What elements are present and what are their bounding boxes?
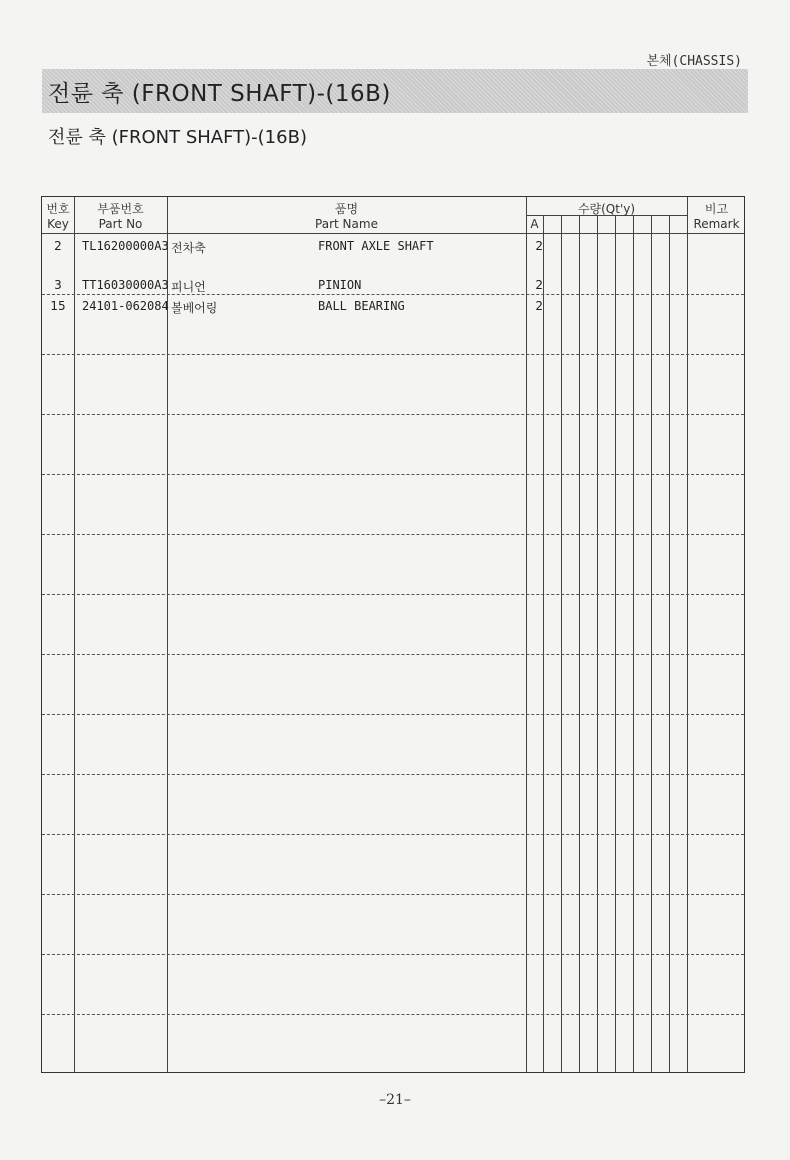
column-divider <box>526 197 527 1072</box>
row-name-en: PINION <box>318 278 362 292</box>
row-separator <box>42 654 744 655</box>
header-key-en: Key <box>47 217 69 231</box>
qty-subcolumn-divider <box>543 216 544 1072</box>
page-title: 전륜 축 (FRONT SHAFT)-(16B) <box>48 81 391 107</box>
qty-subcolumn-divider <box>561 216 562 1072</box>
row-qty: 2 <box>535 278 543 292</box>
row-name-ko: 피니언 <box>171 280 206 294</box>
qty-subcolumn-divider <box>615 216 616 1072</box>
page-number: –21– <box>379 1092 411 1108</box>
row-qty: 2 <box>535 299 543 313</box>
row-key: 2 <box>54 239 62 253</box>
row-separator <box>42 414 744 415</box>
column-divider <box>687 197 688 1072</box>
header-part-no-en: Part No <box>98 217 143 231</box>
row-name-ko: 전차축 <box>171 241 206 255</box>
row-separator <box>42 1014 744 1015</box>
row-separator <box>42 474 744 475</box>
header-remark-en: Remark <box>693 217 740 231</box>
row-separator <box>42 714 744 715</box>
row-separator <box>42 294 744 295</box>
row-part-no: TL16200000A3 <box>82 239 169 253</box>
row-name-en: BALL BEARING <box>318 299 405 313</box>
parts-table <box>41 196 745 1073</box>
row-separator <box>42 774 744 775</box>
header-qty-col-a: A <box>530 217 539 231</box>
header-part-no-ko: 부품번호 <box>97 202 144 216</box>
page-subtitle: 전륜 축 (FRONT SHAFT)-(16B) <box>48 127 307 148</box>
row-separator <box>42 594 744 595</box>
row-name-en: FRONT AXLE SHAFT <box>318 239 434 253</box>
qty-subcolumn-divider <box>669 216 670 1072</box>
qty-subcolumn-divider <box>651 216 652 1072</box>
row-part-no: TT16030000A3 <box>82 278 169 292</box>
row-key: 3 <box>54 278 62 292</box>
header-remark-ko: 비고 <box>704 202 729 216</box>
row-separator <box>42 354 744 355</box>
row-name-ko: 볼베어링 <box>171 301 218 315</box>
row-qty: 2 <box>535 239 543 253</box>
header-part-name-ko: 품명 <box>334 202 359 216</box>
row-separator <box>42 534 744 535</box>
column-divider <box>167 197 168 1072</box>
column-divider <box>74 197 75 1072</box>
header-key-ko: 번호 <box>46 202 70 216</box>
row-part-no: 24101-062084 <box>82 299 169 313</box>
title-banner <box>42 69 748 113</box>
row-key: 15 <box>50 299 66 313</box>
header-qty: 수량(Qt'y) <box>577 202 636 216</box>
row-separator <box>42 954 744 955</box>
qty-subcolumn-divider <box>579 216 580 1072</box>
section-label: 본체(CHASSIS) <box>646 54 742 69</box>
header-divider <box>42 233 744 234</box>
row-separator <box>42 834 744 835</box>
row-separator <box>42 894 744 895</box>
header-part-name-en: Part Name <box>315 217 378 231</box>
qty-subcolumn-divider <box>633 216 634 1072</box>
qty-subcolumn-divider <box>597 216 598 1072</box>
